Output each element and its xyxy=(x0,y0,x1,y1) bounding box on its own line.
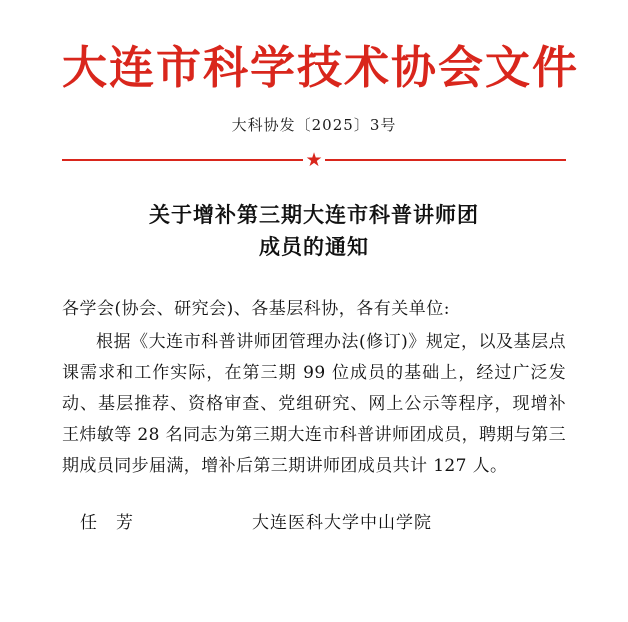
subject-line-2: 成员的通知 xyxy=(259,234,369,260)
document-number: 大科协发〔2025〕3号 xyxy=(231,115,397,134)
signature-block xyxy=(62,508,566,533)
document-page xyxy=(0,42,628,622)
subject-line-1: 关于增补第三期大连市科普讲师团 xyxy=(149,201,479,227)
signature-name: 任 芳 xyxy=(80,512,134,533)
red-divider xyxy=(62,148,566,171)
document-subject xyxy=(62,199,566,264)
signature-organization: 大连医科大学中山学院 xyxy=(252,512,432,533)
salutation: 各学会(协会、研究会)、各基层科协，各有关单位: xyxy=(62,298,450,319)
body-paragraph: 根据《大连市科普讲师团管理办法(修订)》规定，以及基层点课需求和工作实际，在第三期 99 位成员的基础上，经过广泛发动、基层推荐、资格审查、党组研究、网上公示等程序，现增补王炜敏等 28 名同志为第三期大连市科普讲师团成员，聘期与第三期成员同步届满，增补后第三期讲师团成员共计 127 人。 xyxy=(62,331,566,476)
star-icon: ★ xyxy=(303,150,325,172)
document-header-title: 大连市科学技术协会文件 xyxy=(62,41,580,94)
